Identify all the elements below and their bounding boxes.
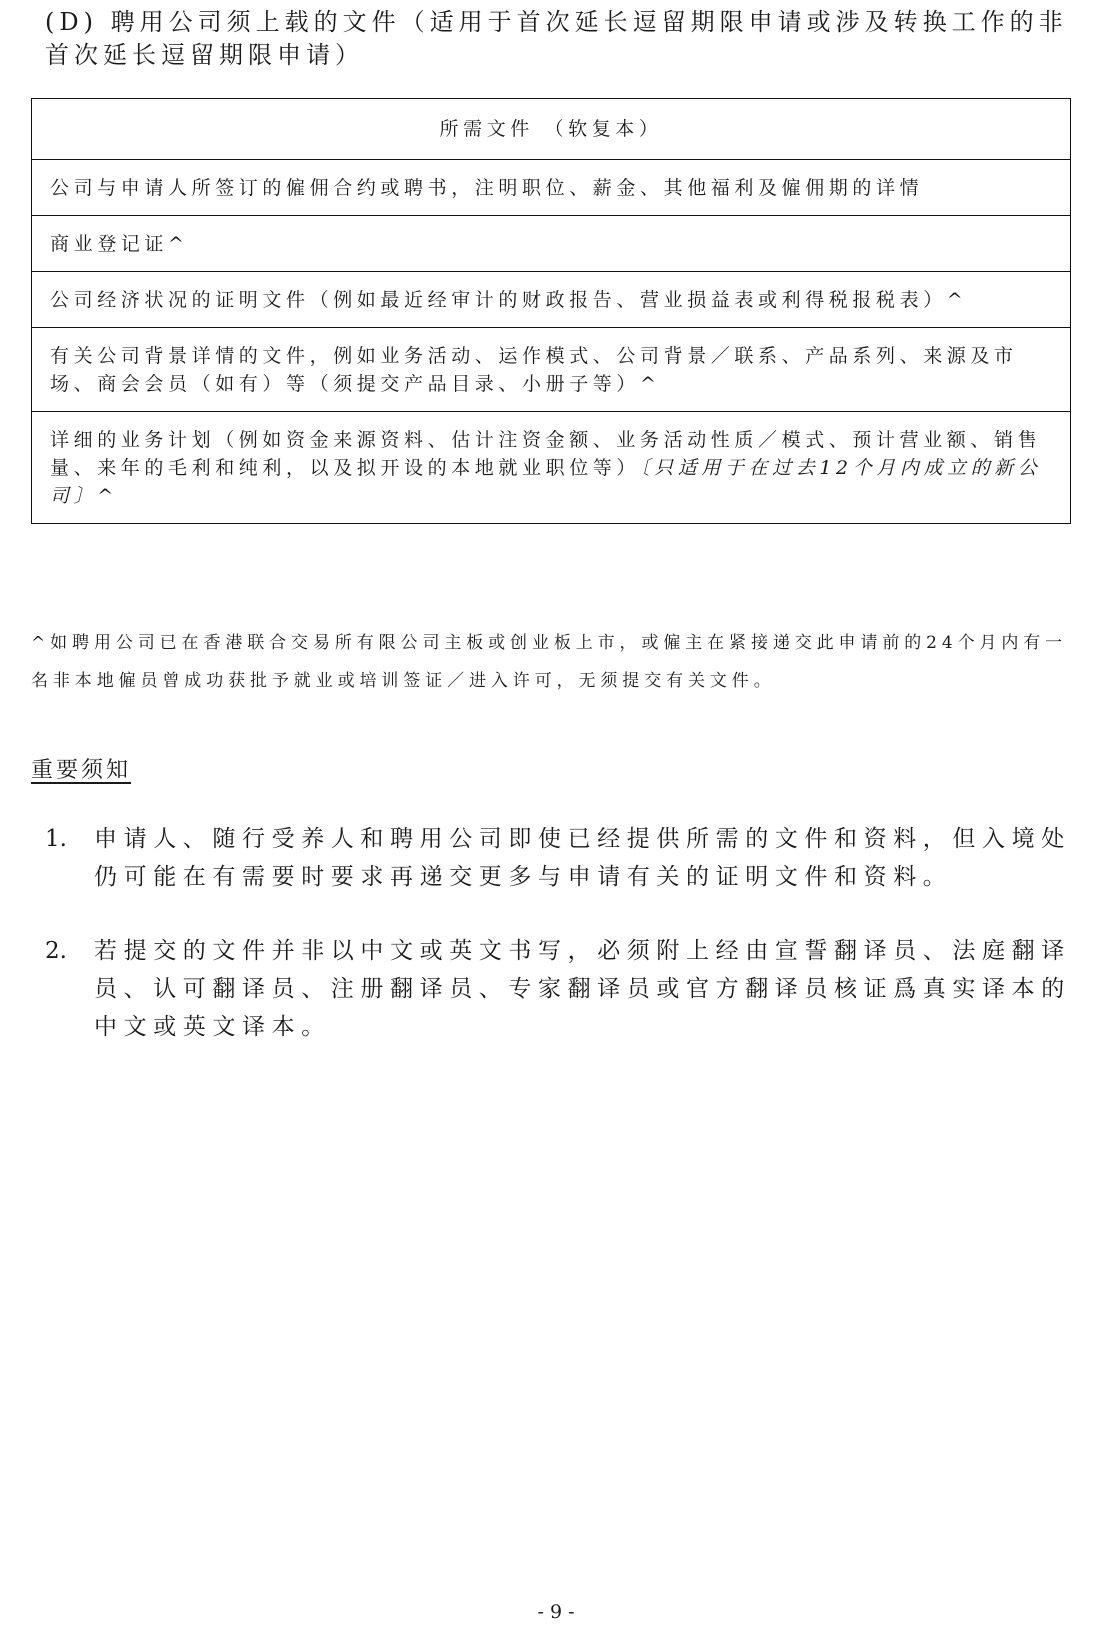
table-header-row bbox=[32, 99, 1071, 160]
required-documents-table bbox=[31, 98, 1071, 524]
document-item bbox=[32, 412, 1071, 524]
table-header: 所需文件 （软复本） bbox=[32, 99, 1071, 160]
table-row bbox=[32, 328, 1071, 412]
section-heading: (D) 聘用公司须上载的文件（适用于首次延长逗留期限申请或涉及转换工作的非首次延长逗留期限申请） bbox=[45, 8, 1068, 69]
list-item-text: 申请人、随行受养人和聘用公司即使已经提供所需的文件和资料，但入境处仍可能在有需要时要求再递交更多与申请有关的证明文件和资料。 bbox=[94, 826, 1071, 890]
important-notice-title: 重要须知 bbox=[31, 758, 132, 783]
page-number: - 9 - bbox=[537, 1601, 575, 1623]
document-item: 有关公司背景详情的文件，例如业务活动、运作模式、公司背景／联系、产品系列、来源及市场、商会会员（如有）等（须提交产品目录、小册子等）^ bbox=[32, 328, 1071, 412]
table-row bbox=[32, 160, 1071, 216]
list-item-number: 1. bbox=[45, 826, 67, 852]
list-item bbox=[31, 932, 1071, 1046]
important-notice-list bbox=[31, 820, 1071, 1082]
footnote: ^如聘用公司已在香港联合交易所有限公司主板或创业板上市，或僱主在紧接递交此申请前的24个月内有一名非本地僱员曾成功获批予就业或培训签证／进入许可，无须提交有关文件。 bbox=[31, 633, 1068, 691]
document-item: 公司经济状况的证明文件（例如最近经审计的财政报告、营业损益表或利得税报税表）^ bbox=[32, 272, 1071, 328]
new-company-note: 〔只适用于在过去12个月内成立的新公司〕 bbox=[50, 457, 1042, 507]
caret-mark: ^ bbox=[97, 485, 118, 507]
list-item-text: 若提交的文件并非以中文或英文书写，必须附上经由宣誓翻译员、法庭翻译员、认可翻译员、注册翻译员、专家翻译员或官方翻译员核证爲真实译本的中文或英文译本。 bbox=[94, 938, 1071, 1040]
table-row bbox=[32, 412, 1071, 524]
table-row bbox=[32, 272, 1071, 328]
document-item: 商业登记证^ bbox=[32, 216, 1071, 272]
list-item bbox=[31, 820, 1071, 896]
list-item-number: 2. bbox=[45, 938, 67, 964]
document-item-text: 详细的业务计划（例如资金来源资料、估计注资金额、业务活动性质／模式、预计营业额、销售量、来年的毛利和纯利，以及拟开设的本地就业职位等） bbox=[50, 429, 1042, 479]
table-row bbox=[32, 216, 1071, 272]
document-item: 公司与申请人所签订的僱佣合约或聘书，注明职位、薪金、其他福利及僱佣期的详情 bbox=[32, 160, 1071, 216]
